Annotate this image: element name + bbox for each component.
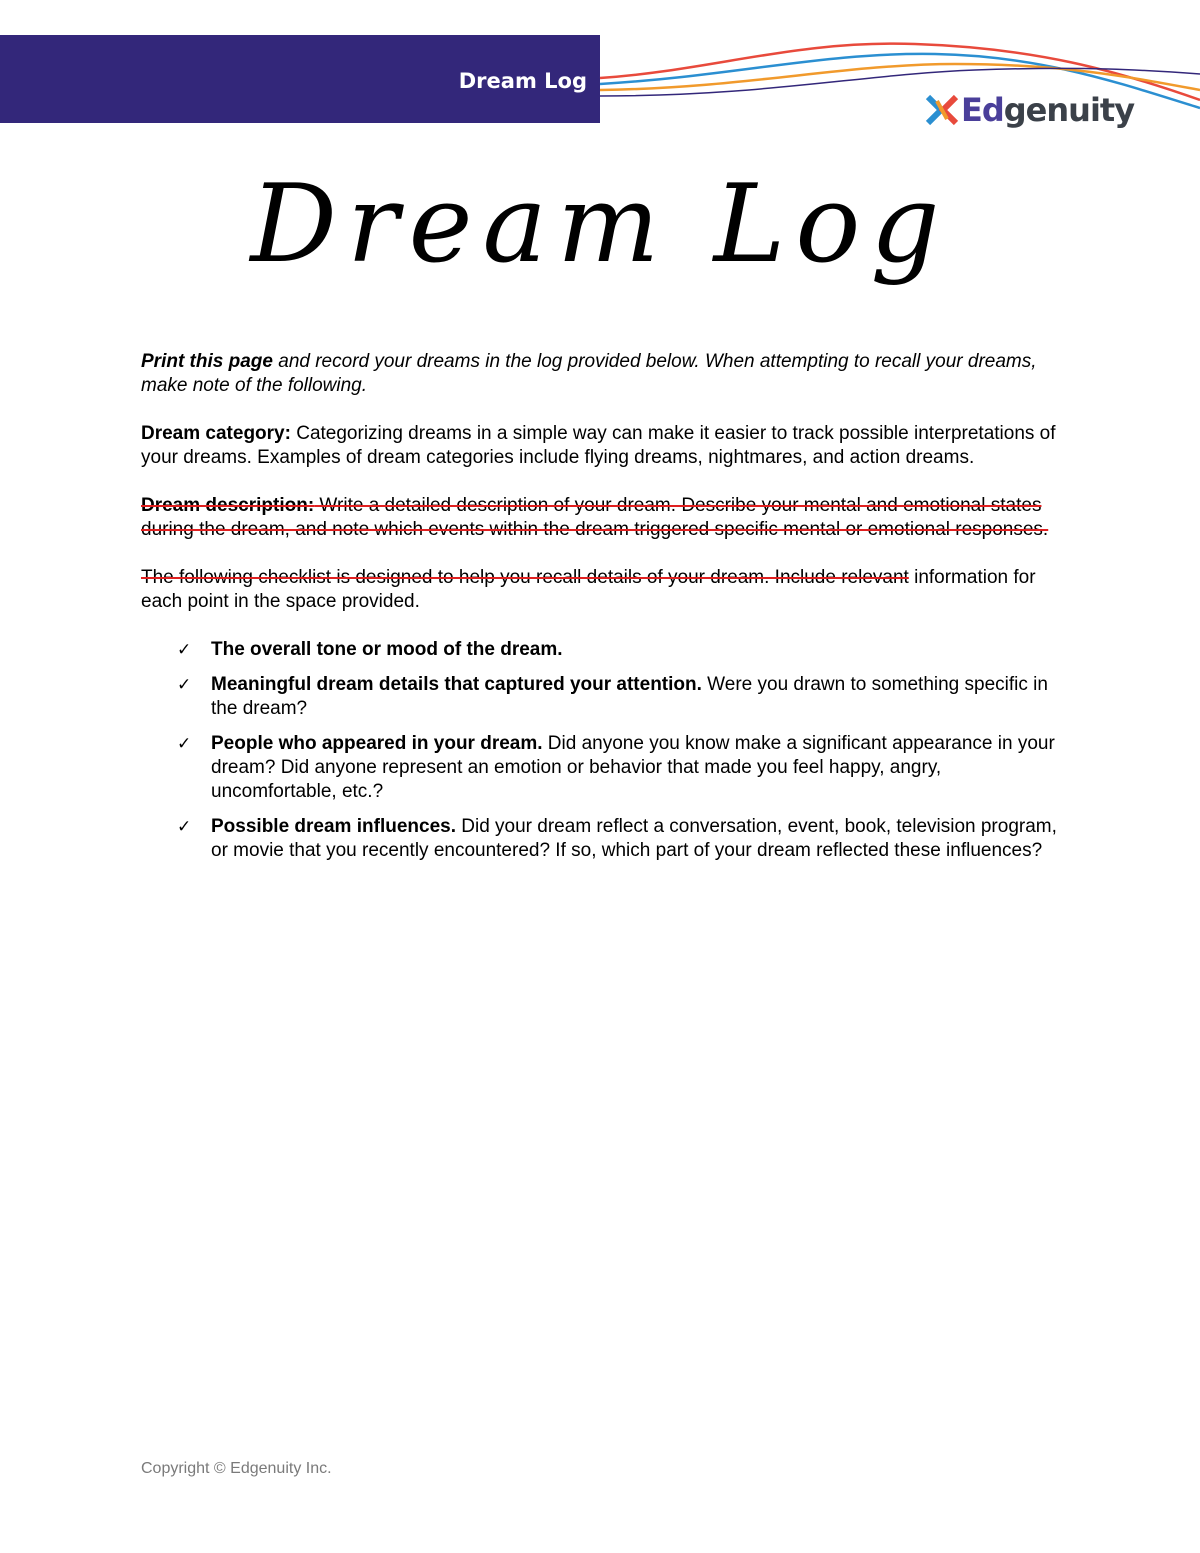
check-icon: ✓ xyxy=(177,640,192,660)
intro-text: and record your dreams in the log provided below. When attempting to recall your dreams, make note of the following. xyxy=(141,351,1037,396)
intro-bold: Print this page xyxy=(141,351,273,372)
checklist-intro xyxy=(141,566,1066,614)
category-label: Dream category: xyxy=(141,423,291,444)
description-paragraph xyxy=(141,494,1066,542)
logo-text-prefix: Ed xyxy=(961,91,1004,129)
category-text: Categorizing dreams in a simple way can make it easier to track possible interpretations of your dreams. Examples of dream categories include flying dreams, nightmares, and action dreams. xyxy=(141,423,1056,468)
checklist-item xyxy=(141,673,1066,721)
document-body xyxy=(141,350,1066,874)
header-title: Dream Log xyxy=(458,69,587,93)
checklist-item xyxy=(141,815,1066,863)
header-bar xyxy=(0,35,600,123)
category-paragraph xyxy=(141,422,1066,470)
logo-text-suffix: genuity xyxy=(1003,91,1135,129)
document-title: Dream Log xyxy=(250,162,950,287)
checklist-item-text: Did your dream reflect a conversation, event, book, television program, or movie that you recently encountered? If so, which part of your dream reflected these influences? xyxy=(211,816,1057,861)
edgenuity-logo-icon xyxy=(925,93,959,127)
checklist-intro-struck: The following checklist is designed to help you recall details of your dream. Include relevant xyxy=(141,567,909,588)
check-icon: ✓ xyxy=(177,734,192,754)
checklist-item xyxy=(141,732,1066,804)
description-text: Write a detailed description of your dream. Describe your mental and emotional states during the dream, and note which events within the dream triggered specific mental or emotional responses. xyxy=(141,495,1049,540)
checklist-item-text: Were you drawn to something specific in the dream? xyxy=(211,674,1048,719)
checklist-item xyxy=(141,638,1066,662)
checklist xyxy=(141,638,1066,863)
check-icon: ✓ xyxy=(177,675,192,695)
check-icon: ✓ xyxy=(177,817,192,837)
intro-paragraph xyxy=(141,350,1066,398)
checklist-item-bold: People who appeared in your dream. xyxy=(211,733,543,754)
description-label: Dream description: xyxy=(141,495,315,516)
checklist-item-text: Did anyone you know make a significant appearance in your dream? Did anyone represent an emotion or behavior that made you feel happy, angry, uncomfortable, etc.? xyxy=(211,733,1055,802)
checklist-item-bold: Possible dream influences. xyxy=(211,816,456,837)
checklist-item-bold: The overall tone or mood of the dream. xyxy=(211,639,563,660)
edgenuity-logo xyxy=(925,88,1134,132)
footer-copyright: Copyright © Edgenuity Inc. xyxy=(141,1460,332,1477)
checklist-item-bold: Meaningful dream details that captured your attention. xyxy=(211,674,702,695)
checklist-intro-text: information for each point in the space provided. xyxy=(141,567,1036,612)
logo-text xyxy=(961,91,1134,129)
